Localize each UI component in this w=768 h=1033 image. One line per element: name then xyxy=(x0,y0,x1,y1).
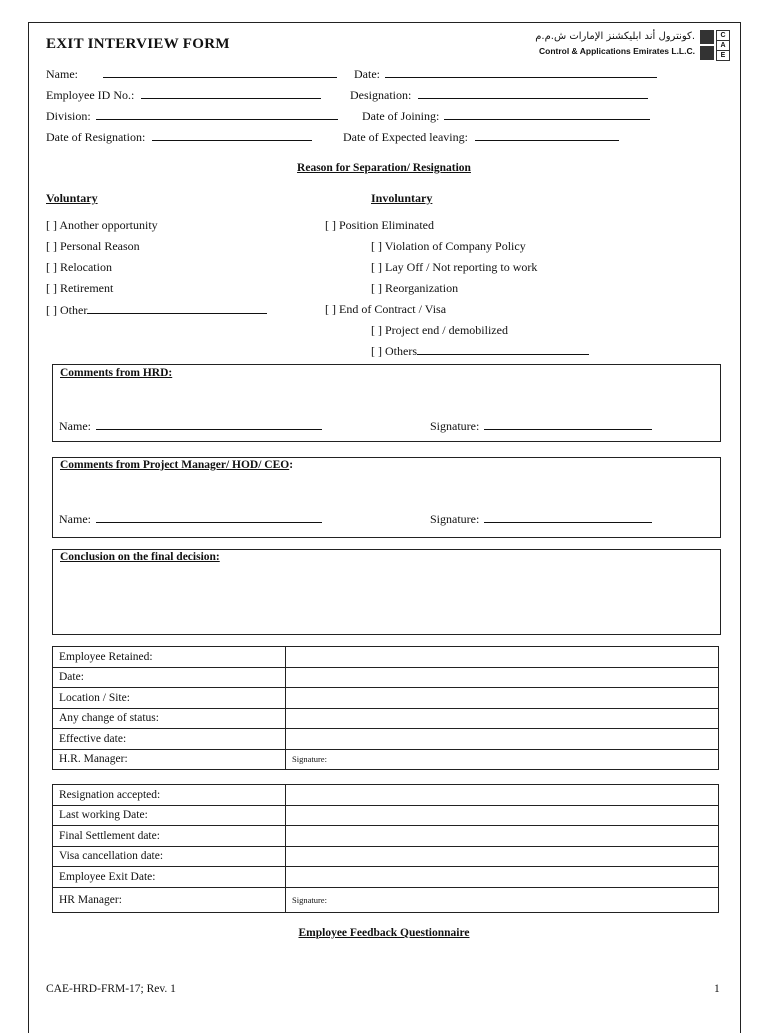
document-code: CAE-HRD-FRM-17; Rev. 1 xyxy=(46,983,176,995)
name-field[interactable] xyxy=(46,66,337,82)
checkbox-end-of-contract[interactable]: [ ] End of Contract / Visa xyxy=(325,302,447,316)
table-cell-label: Employee Exit Date: xyxy=(53,867,286,888)
table-row xyxy=(53,805,719,826)
division-field[interactable] xyxy=(46,108,338,124)
checkbox-personal-reason[interactable]: [ ] Personal Reason xyxy=(46,239,140,253)
date-resignation-field[interactable] xyxy=(46,129,312,145)
checkbox-retirement[interactable]: [ ] Retirement xyxy=(46,281,114,295)
form-title: EXIT INTERVIEW FORM xyxy=(46,36,230,52)
table-row xyxy=(53,867,719,888)
date-label: Date: xyxy=(354,67,380,81)
checkbox-violation-policy[interactable]: [ ] Violation of Company Policy xyxy=(371,239,526,253)
table-row xyxy=(53,647,719,668)
name-line[interactable] xyxy=(103,66,337,78)
date-resignation-line[interactable] xyxy=(152,129,312,141)
checkbox-others-label: [ ] Others xyxy=(371,344,417,358)
other-line[interactable] xyxy=(87,302,267,314)
division-label: Division: xyxy=(46,109,91,123)
table-cell-label: Location / Site: xyxy=(53,688,286,709)
table-row xyxy=(53,667,719,688)
hrd-signature-line[interactable] xyxy=(484,418,652,430)
table-cell-value[interactable] xyxy=(286,708,719,729)
date-joining-line[interactable] xyxy=(444,108,650,120)
table-cell-label: H.R. Manager: xyxy=(53,749,286,770)
hrd-signature-label: Signature: xyxy=(430,419,480,433)
pm-name-field[interactable] xyxy=(59,511,322,527)
date-expected-line[interactable] xyxy=(475,129,619,141)
reason-heading: Reason for Separation/ Resignation xyxy=(297,162,471,174)
checkbox-project-end[interactable]: [ ] Project end / demobilized xyxy=(371,323,508,337)
pm-name-line[interactable] xyxy=(96,511,322,523)
company-name-english: Control & Applications Emirates L.L.C. xyxy=(538,46,695,56)
table-cell-value[interactable] xyxy=(286,846,719,867)
date-joining-label: Date of Joining: xyxy=(362,109,440,123)
table-cell-label: Visa cancellation date: xyxy=(53,846,286,867)
table-row xyxy=(53,826,719,847)
table-cell-value[interactable] xyxy=(286,729,719,750)
date-joining-field[interactable] xyxy=(362,108,650,124)
company-name-arabic: كونترول أند ابليكشنز الإمارات ش.م.م. xyxy=(535,31,695,42)
employee-id-field[interactable] xyxy=(46,87,321,103)
pm-comments-heading-text: Comments from Project Manager/ HOD/ CEO xyxy=(60,459,290,471)
employee-id-label: Employee ID No.: xyxy=(46,88,135,102)
questionnaire-heading: Employee Feedback Questionnaire xyxy=(298,927,470,939)
date-field[interactable] xyxy=(354,66,657,82)
table-cell-value[interactable] xyxy=(286,785,719,806)
involuntary-heading: Involuntary xyxy=(371,191,433,205)
pm-signature-line[interactable] xyxy=(484,511,652,523)
pm-name-label: Name: xyxy=(59,512,91,526)
table-cell-value[interactable] xyxy=(286,867,719,888)
date-expected-label: Date of Expected leaving: xyxy=(343,130,468,144)
table-cell-label: Any change of status: xyxy=(53,708,286,729)
designation-label: Designation: xyxy=(350,88,412,102)
page-number: 1 xyxy=(714,983,720,995)
table-row xyxy=(53,887,719,912)
checkbox-relocation[interactable]: [ ] Relocation xyxy=(46,260,112,274)
voluntary-heading: Voluntary xyxy=(46,191,98,205)
checkbox-other-label: [ ] Other xyxy=(46,303,88,317)
table-cell-value[interactable] xyxy=(286,805,719,826)
checkbox-other[interactable] xyxy=(46,302,267,318)
hrd-signature-field[interactable] xyxy=(430,418,652,434)
employee-id-line[interactable] xyxy=(141,87,321,99)
hrd-comments-heading: Comments from HRD: xyxy=(60,367,173,379)
retained-table xyxy=(52,646,719,770)
pm-signature-field[interactable] xyxy=(430,511,652,527)
hr-manager-signature-cell[interactable]: Signature: xyxy=(286,887,719,912)
table-row xyxy=(53,729,719,750)
date-line[interactable] xyxy=(385,66,657,78)
company-logo-icon: C A E xyxy=(700,30,730,60)
table-cell-label: Date: xyxy=(53,667,286,688)
checkbox-others[interactable] xyxy=(371,343,589,359)
date-resignation-label: Date of Resignation: xyxy=(46,130,146,144)
conclusion-heading: Conclusion on the final decision: xyxy=(60,551,220,563)
table-row xyxy=(53,749,719,770)
table-row xyxy=(53,785,719,806)
table-row xyxy=(53,708,719,729)
name-label: Name: xyxy=(46,67,78,81)
table-cell-label: Resignation accepted: xyxy=(53,785,286,806)
table-cell-label: Final Settlement date: xyxy=(53,826,286,847)
accepted-table xyxy=(52,784,719,913)
checkbox-another-opportunity[interactable]: [ ] Another opportunity xyxy=(46,218,158,232)
table-cell-label: Last working Date: xyxy=(53,805,286,826)
pm-comments-heading: Comments from Project Manager/ HOD/ CEO: xyxy=(60,459,294,471)
table-cell-label: Effective date: xyxy=(53,729,286,750)
table-row xyxy=(53,846,719,867)
hrd-name-line[interactable] xyxy=(96,418,322,430)
hrd-name-label: Name: xyxy=(59,419,91,433)
table-cell-value[interactable] xyxy=(286,647,719,668)
table-cell-value[interactable] xyxy=(286,688,719,709)
pm-signature-label: Signature: xyxy=(430,512,480,526)
table-cell-value[interactable] xyxy=(286,667,719,688)
checkbox-position-eliminated[interactable]: [ ] Position Eliminated xyxy=(325,218,434,232)
hrd-name-field[interactable] xyxy=(59,418,322,434)
checkbox-reorganization[interactable]: [ ] Reorganization xyxy=(371,281,459,295)
hr-manager-signature-cell[interactable]: Signature: xyxy=(286,749,719,770)
designation-line[interactable] xyxy=(418,87,648,99)
designation-field[interactable] xyxy=(350,87,648,103)
table-row xyxy=(53,688,719,709)
division-line[interactable] xyxy=(96,108,338,120)
table-cell-label: HR Manager: xyxy=(53,887,286,912)
date-expected-field[interactable] xyxy=(343,129,619,145)
table-cell-label: Employee Retained: xyxy=(53,647,286,668)
table-cell-value[interactable] xyxy=(286,826,719,847)
others-line[interactable] xyxy=(417,343,589,355)
checkbox-lay-off[interactable]: [ ] Lay Off / Not reporting to work xyxy=(371,260,538,274)
